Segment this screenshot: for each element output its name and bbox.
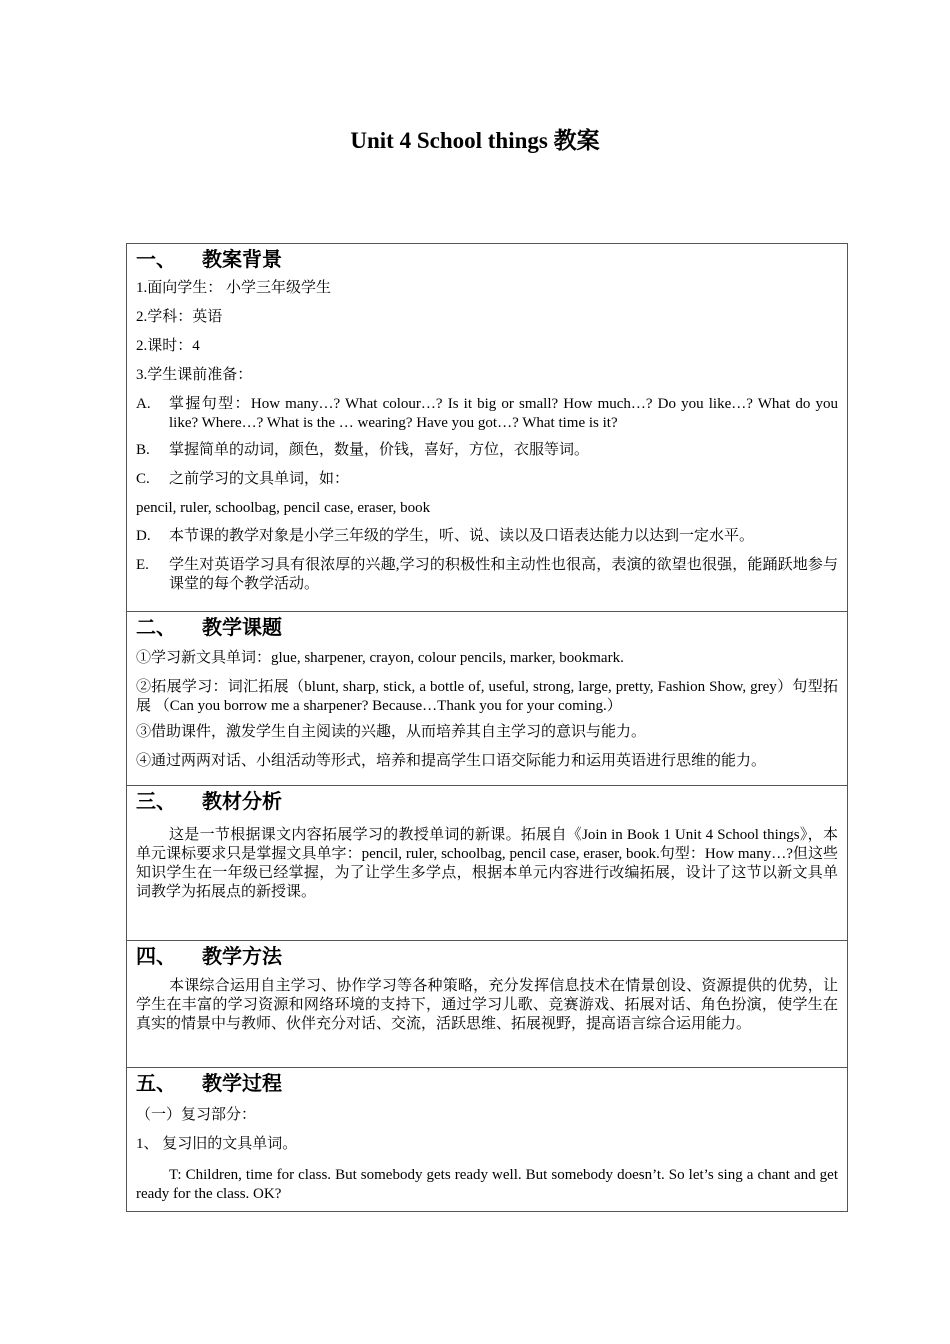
section-teaching-process [127, 1068, 847, 1211]
section-heading [136, 786, 838, 816]
list-marker: A. [136, 396, 151, 412]
section-material-analysis [127, 786, 847, 941]
analysis-text: 这是一节根据课文内容拓展学习的教授单词的新课。拓展自《Join in Book 1 Unit 4 School things》，本单元课标要求只是掌握文具单字：pencil, ruler, schoolbag, pencil case, eraser, book.句型：How many…?但这些知识学生在一年级已经掌握，为了让学生多学点，根据本单元内容进行改编拓展，设计了这节以新文具单词教学为拓展点的新授课。 [136, 827, 838, 900]
list-text: 掌握简单的动词，颜色，数量，价钱，喜好，方位，衣服等词。 [169, 442, 590, 458]
list-item [136, 527, 838, 546]
section-heading [136, 244, 838, 274]
list-item [136, 441, 838, 460]
info-line: 1.面向学生： 小学三年级学生 [136, 280, 332, 296]
section-heading [136, 941, 838, 971]
list-text: 之前学习的文具单词，如： [169, 471, 350, 487]
methods-text: 本课综合运用自主学习、协作学习等各种策略，充分发挥信息技术在情景创设、资源提供的优势，让学生在丰富的学习资源和网络环境的支持下，通过学习儿歌、竞赛游戏、拓展对话、角色扮演，使学生在真实的情景中与教师、伙伴充分对话、交流，活跃思维、拓展视野，提高语言综合运用能力。 [136, 978, 838, 1032]
list-item [136, 395, 838, 433]
section-number: 一、 [136, 247, 176, 271]
section-title: 教案背景 [202, 247, 282, 271]
section-background [127, 244, 847, 612]
topic-item: ④通过两两对话、小组活动等形式，培养和提高学生口语交际能力和运用英语进行思维的能力。 [136, 753, 767, 769]
section-number: 三、 [136, 789, 176, 813]
info-line: 3.学生课前准备： [136, 367, 253, 383]
page-title: Unit 4 School things 教案 [350, 128, 600, 153]
info-line: 2.学科：英语 [136, 309, 223, 325]
step-label: 1、 复习旧的文具单词。 [136, 1136, 298, 1152]
section-title: 教学过程 [202, 1071, 282, 1095]
list-marker: E. [136, 557, 149, 573]
topic-item: ②拓展学习：词汇拓展（blunt, sharp, stick, a bottle of, useful, strong, large, pretty, Fashion Show, grey）句型拓展 （Can you borrow me a sharpener? Because…Thank you for your coming.） [136, 679, 838, 714]
topic-item: ③借助课件，激发学生自主阅读的兴趣，从而培养其自主学习的意识与能力。 [136, 724, 647, 740]
topic-item: ①学习新文具单词：glue, sharpener, crayon, colour pencils, marker, bookmark. [136, 650, 624, 666]
info-line: 2.课时：4 [136, 338, 200, 354]
section-title: 教学课题 [202, 615, 282, 639]
lesson-plan-table [126, 243, 848, 1212]
list-text: 学生对英语学习具有很浓厚的兴趣,学习的积极性和主动性也很高，表演的欲望也很强，能踊跃地参与课堂的每个教学活动。 [169, 557, 838, 592]
list-text: 掌握句型：How many…? What colour…? Is it big or small? How much…? Do you like…? What do you like? Where…? What is the … wearing? Have you got…? What time is it? [169, 396, 838, 431]
list-marker: C. [136, 471, 150, 487]
section-heading [136, 612, 838, 642]
section-topics [127, 612, 847, 786]
list-marker: B. [136, 442, 150, 458]
section-number: 五、 [136, 1071, 176, 1095]
section-heading [136, 1068, 838, 1098]
section-number: 二、 [136, 615, 176, 639]
list-item [136, 556, 838, 594]
section-title: 教材分析 [202, 789, 282, 813]
dialogue-text: T: Children, time for class. But somebody gets ready well. But somebody doesn’t. So let’s sing a chant and get ready for the class. OK? [136, 1167, 838, 1202]
section-teaching-methods [127, 941, 847, 1068]
list-text: 本节课的教学对象是小学三年级的学生，听、说、读以及口语表达能力以达到一定水平。 [169, 528, 755, 544]
subsection-label: （一）复习部分： [136, 1107, 257, 1123]
word-list: pencil, ruler, schoolbag, pencil case, eraser, book [136, 500, 431, 516]
list-marker: D. [136, 528, 151, 544]
list-item [136, 470, 838, 489]
section-title: 教学方法 [202, 944, 282, 968]
section-number: 四、 [136, 944, 176, 968]
